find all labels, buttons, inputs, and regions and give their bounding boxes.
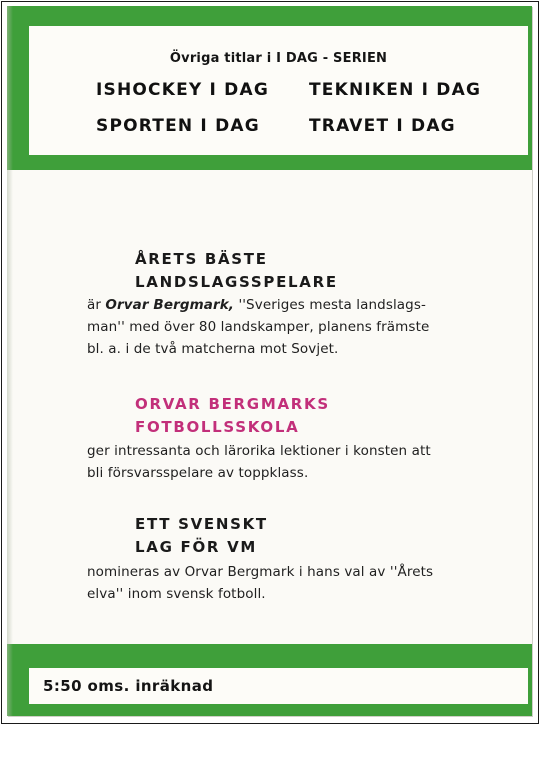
section1-text-line3: bl. a. i de två matcherna mot Sovjet. [87, 341, 339, 357]
section3-text-line1: nomineras av Orvar Bergmark i hans val av ''Årets [87, 564, 434, 580]
section3-heading-line1: ETT SVENSKT [135, 515, 268, 533]
section1-text-line2: man'' med över 80 landskamper, planens främste [87, 319, 430, 335]
series-titles-panel [29, 26, 528, 155]
section1-line1-suffix: ''Sveriges mesta landslags- [234, 297, 426, 313]
title-tekniken: TEKNIKEN I DAG [309, 80, 482, 100]
series-label: Övriga titlar i I DAG - SERIEN [169, 51, 388, 66]
section1-heading-line1: ÅRETS BÄSTE [135, 250, 268, 268]
price-box [29, 668, 528, 704]
section2-heading-line1: ORVAR BERGMARKS [135, 395, 330, 413]
right-green-border [528, 26, 532, 155]
price-label: 5:50 oms. inräknad [43, 677, 214, 695]
title-sporten: SPORTEN I DAG [96, 116, 260, 136]
section2-text-line2: bli försvarsspelare av toppklass. [87, 465, 309, 481]
section1-line1-name: Orvar Bergmark, [105, 297, 235, 313]
section3-heading-line2: LAG FÖR VM [135, 538, 258, 556]
top-green-band [7, 6, 532, 26]
section1-text-line1 [87, 295, 426, 316]
section1-line1-prefix: är [87, 297, 106, 313]
title-ishockey: ISHOCKEY I DAG [96, 80, 270, 100]
title-travet: TRAVET I DAG [309, 116, 456, 136]
section2-heading-line2: FOTBOLLSSKOLA [135, 418, 300, 436]
section1-heading-line2: LANDSLAGSSPELARE [135, 273, 338, 291]
book-back-cover [7, 6, 532, 716]
section3-text-line2: elva'' inom svensk fotboll. [87, 586, 266, 602]
left-green-border [7, 26, 29, 155]
section2-text-line1: ger intressanta och lärorika lektioner i konsten att [87, 443, 431, 459]
